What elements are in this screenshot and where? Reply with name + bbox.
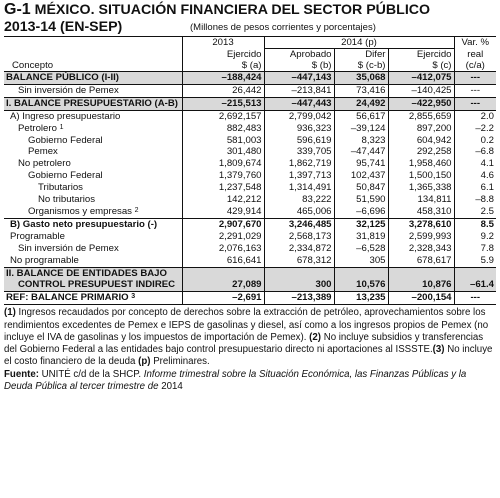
cell-a: 1,379,760 [182, 170, 264, 182]
title-units: (Millones de pesos corrientes y porcentajes) [190, 22, 376, 33]
header-ejercido-2014: Ejercido [388, 49, 454, 61]
header-difer: Difer [334, 49, 388, 61]
table-row [4, 182, 496, 194]
row-label: No tributarios [38, 194, 96, 206]
row-label: Sin inversión de Pemex [18, 84, 119, 96]
row-label: Gobierno Federal [28, 134, 103, 146]
cell-b: 678,312 [264, 255, 334, 267]
cell-cb: 35,068 [334, 72, 388, 85]
cell-c: 2,599,993 [388, 231, 454, 243]
header-unit-var: (c/a) [454, 60, 496, 72]
cell-c: 604,942 [388, 135, 454, 147]
row-label: A) Ingreso presupuestario [10, 110, 121, 122]
ref-a: –2,691 [182, 292, 264, 305]
cell-c: –140,425 [388, 84, 454, 97]
cell-a: 882,483 [182, 123, 264, 135]
cell-a: 616,641 [182, 255, 264, 267]
note-1: Ingresos recaudados por concepto de derechos sobre la extracción de petróleo, aprovechamientos sobre los rendimientos excedentes de Pemex e IEPS de gasolinas y diesel, así como a los ingresos propios de Pemex (no incluye el IVA de gasolinas y los impuestos de importación de Pemex). [4, 307, 489, 343]
source-label: Fuente: [4, 368, 39, 380]
financial-table [4, 36, 496, 305]
cell-var: –2.2 [454, 123, 496, 135]
table-row [4, 255, 496, 267]
cell-cb: 50,847 [334, 182, 388, 194]
balance-entidades-row-2 [4, 279, 496, 291]
cell-cb: 31,819 [334, 231, 388, 243]
header-unit-b: $ (b) [264, 60, 334, 72]
ref-var: --- [454, 292, 496, 305]
cell-cb: 56,617 [334, 110, 388, 122]
footnotes [4, 307, 496, 368]
cell-c: 2,855,659 [388, 110, 454, 122]
balance-entidades-label-2: CONTROL PRESUPUEST INDIREC [4, 279, 182, 291]
row-label: Gobierno Federal [28, 170, 103, 182]
cell-c: 678,617 [388, 255, 454, 267]
cell-b: 2,568,173 [264, 231, 334, 243]
document-page [4, 1, 496, 393]
cell-var: 6.1 [454, 182, 496, 194]
row-label: No petrolero [18, 158, 71, 170]
header-year-2014: 2014 (p) [264, 37, 454, 49]
cell-cb: –47,447 [334, 146, 388, 158]
cell-b: –447,443 [264, 97, 334, 110]
cell-b: 1,862,719 [264, 158, 334, 170]
cell-cb: –6,528 [334, 243, 388, 255]
cell-a: 429,914 [182, 206, 264, 218]
cell-a: 26,442 [182, 84, 264, 97]
row-label: BALANCE PÚBLICO (I-II) [4, 72, 182, 85]
balance-entidades-row-1 [4, 267, 496, 279]
row-label: I. BALANCE PRESUPUESTARIO (A-B) [4, 97, 182, 110]
cell-c: 134,811 [388, 194, 454, 206]
header-ejercido-2013: Ejercido [182, 49, 264, 61]
table-row [4, 84, 496, 97]
ref-cb: 13,235 [334, 292, 388, 305]
cell-c: 1,500,150 [388, 170, 454, 182]
cell-c: –412,075 [388, 72, 454, 85]
title-period: 2013-14 (EN-SEP) [4, 19, 123, 35]
cell-c: 458,310 [388, 206, 454, 218]
cell-cb: –6,696 [334, 206, 388, 218]
table-row [4, 158, 496, 170]
cell-a: 2,076,163 [182, 243, 264, 255]
cell-b: 465,006 [264, 206, 334, 218]
note-2: No incluye subsidios y transferencias del Gobierno Federal a las entidades bajo control presupuestario directo ni aportaciones al ISSSTE. [4, 331, 484, 356]
cell-b: –213,841 [264, 84, 334, 97]
balance-entidades-label-1: II. BALANCE DE ENTIDADES BAJO [4, 267, 182, 279]
cell-b: 2,334,872 [264, 243, 334, 255]
cell-var: 5.9 [454, 255, 496, 267]
source-end: 2014 [158, 381, 183, 392]
ref-balance-primario-row [4, 292, 496, 305]
cell-b: 1,314,491 [264, 182, 334, 194]
cell-var: --- [454, 84, 496, 97]
header-var: Var. % [454, 37, 496, 49]
cell-b: –447,143 [264, 72, 334, 85]
cell-b: 2,799,042 [264, 110, 334, 122]
cell-cb: 95,741 [334, 158, 388, 170]
cell-b: 83,222 [264, 194, 334, 206]
cell-var: 7.8 [454, 243, 496, 255]
header-unit-c: $ (c) [388, 60, 454, 72]
cell-var: 9.2 [454, 231, 496, 243]
header-units-row [4, 60, 496, 72]
cell-var: 4.6 [454, 170, 496, 182]
table-row [4, 243, 496, 255]
title-text: MÉXICO. SITUACIÓN FINANCIERA DEL SECTOR PÚBLICO [34, 2, 431, 18]
balance-entidades-var: –61.4 [454, 279, 496, 291]
cell-cb: 102,437 [334, 170, 388, 182]
cell-var: 2.0 [454, 110, 496, 122]
cell-a: 1,809,674 [182, 158, 264, 170]
header-real: real [454, 49, 496, 61]
table-row [4, 135, 496, 147]
cell-a: 1,237,548 [182, 182, 264, 194]
note-p: Preliminares. [150, 356, 210, 368]
cell-b: 1,397,713 [264, 170, 334, 182]
balance-entidades-a: 27,089 [182, 279, 264, 291]
header-years-row [4, 37, 496, 49]
cell-var: 0.2 [454, 135, 496, 147]
cell-cb: 73,416 [334, 84, 388, 97]
cell-c: 2,328,343 [388, 243, 454, 255]
cell-var: –6.8 [454, 146, 496, 158]
cell-c: –422,950 [388, 97, 454, 110]
balance-entidades-b: 300 [264, 279, 334, 291]
row-label: No programable [10, 254, 79, 266]
cell-b: 596,619 [264, 135, 334, 147]
cell-b: 339,705 [264, 146, 334, 158]
cell-c: 1,958,460 [388, 158, 454, 170]
balance-entidades-cb: 10,576 [334, 279, 388, 291]
cell-cb: –39,124 [334, 123, 388, 135]
table-row [4, 170, 496, 182]
table-row [4, 72, 496, 85]
cell-var: --- [454, 97, 496, 110]
source-italic: Informe trimestral sobre la Situación Económica, las Finanzas Públicas y la Deuda Pública al tercer trimestre de [4, 368, 467, 392]
source-plain: UNITÉ c/d de la SHCP. [38, 368, 144, 380]
cell-a: –188,424 [182, 72, 264, 85]
cell-c: 3,278,610 [388, 218, 454, 230]
note-p-mark: (p) [138, 356, 151, 368]
note-3: No incluye el costo financiero de la deuda [4, 344, 493, 368]
cell-a: 581,003 [182, 135, 264, 147]
cell-c: 897,200 [388, 123, 454, 135]
ref-label: REF: BALANCE PRIMARIO $^3$ [4, 292, 182, 305]
cell-var: --- [454, 72, 496, 85]
cell-a: 2,291,029 [182, 231, 264, 243]
balance-entidades-c: 10,876 [388, 279, 454, 291]
header-concept: Concepto [4, 60, 182, 72]
row-label: Petrolero $^1$ [18, 122, 64, 134]
cell-cb: 305 [334, 255, 388, 267]
note-1-mark: (1) [4, 307, 16, 319]
row-label: Pemex [28, 146, 58, 158]
table-row [4, 194, 496, 206]
ref-c: –200,154 [388, 292, 454, 305]
cell-var: 4.1 [454, 158, 496, 170]
cell-cb: 8,323 [334, 135, 388, 147]
table-row [4, 110, 496, 122]
subtitle-row [4, 19, 496, 36]
cell-a: –215,513 [182, 97, 264, 110]
cell-a: 2,907,670 [182, 218, 264, 230]
cell-b: 3,246,485 [264, 218, 334, 230]
note-3-mark: (3) [432, 344, 445, 356]
header-unit-cb: $ (c-b) [334, 60, 388, 72]
row-label: Programable [10, 230, 65, 242]
cell-var: 8.5 [454, 218, 496, 230]
cell-var: 2.5 [454, 206, 496, 218]
source-note [4, 369, 496, 394]
cell-cb: 24,492 [334, 97, 388, 110]
row-label: Sin inversión de Pemex [18, 242, 119, 254]
table-row [4, 231, 496, 243]
cell-a: 142,212 [182, 194, 264, 206]
row-label: B) Gasto neto presupuestario (-) [4, 218, 182, 230]
cell-cb: 32,125 [334, 218, 388, 230]
header-aprobado: Aprobado [264, 49, 334, 61]
row-label: Tributarios [38, 182, 83, 194]
ref-b: –213,389 [264, 292, 334, 305]
title-code: G-1 [4, 1, 31, 18]
table-row [4, 146, 496, 158]
cell-c: 1,365,338 [388, 182, 454, 194]
row-label: Organismos y empresas $^2$ [28, 205, 139, 217]
header-unit-a: $ (a) [182, 60, 264, 72]
note-2-mark: (2) [309, 331, 321, 343]
cell-a: 301,480 [182, 146, 264, 158]
cell-c: 292,258 [388, 146, 454, 158]
cell-a: 2,692,157 [182, 110, 264, 122]
cell-var: –8.8 [454, 194, 496, 206]
table-row [4, 97, 496, 110]
document-title [4, 1, 496, 19]
table-row [4, 206, 496, 218]
header-year-2013: 2013 [182, 37, 264, 49]
table-row [4, 218, 496, 230]
cell-b: 936,323 [264, 123, 334, 135]
table-row [4, 123, 496, 135]
header-labels-row [4, 49, 496, 61]
cell-cb: 51,590 [334, 194, 388, 206]
